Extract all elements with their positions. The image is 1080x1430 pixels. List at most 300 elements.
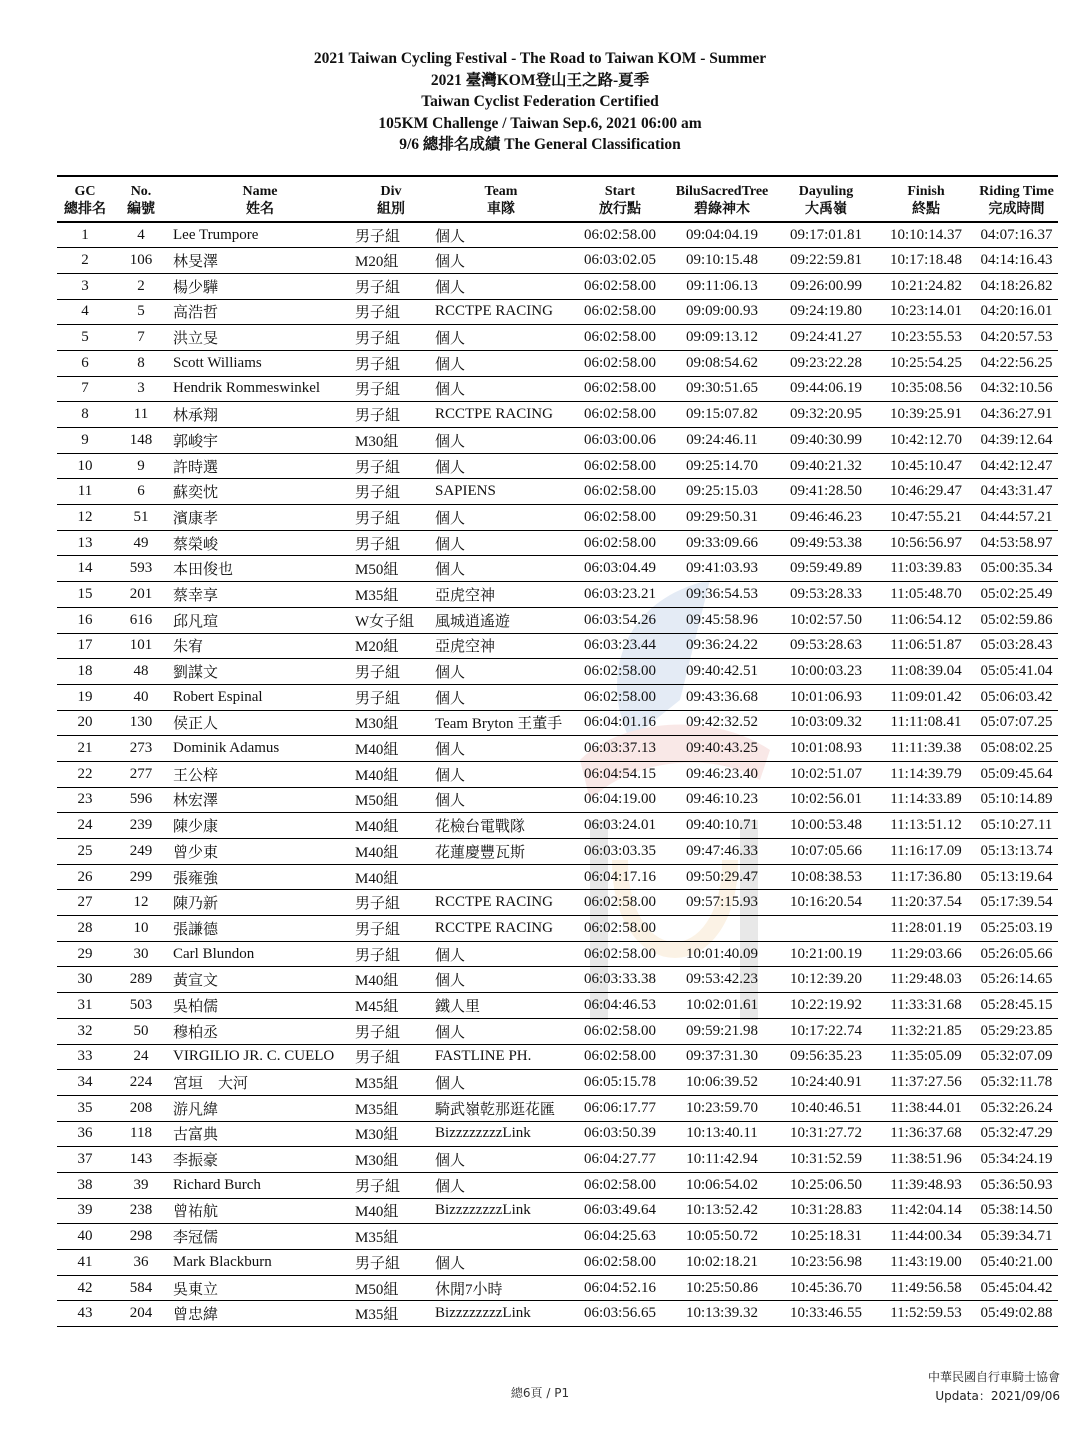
cell-riding-time: 04:43:31.47 xyxy=(975,479,1058,505)
cell-riding-time: 05:36:50.93 xyxy=(975,1172,1058,1198)
cell-team: 個人 xyxy=(431,428,571,454)
cell-start: 06:03:02.05 xyxy=(571,248,669,274)
cell-start: 06:02:58.00 xyxy=(571,350,669,376)
table-row xyxy=(57,736,1058,762)
cell-start: 06:02:58.00 xyxy=(571,325,669,351)
cell-no: 49 xyxy=(113,530,169,556)
cell-finish: 11:39:48.93 xyxy=(877,1172,975,1198)
cell-team: 休閒7小時 xyxy=(431,1275,571,1301)
cell-name: 洪立旻 xyxy=(169,325,351,351)
cell-bilu: 09:40:10.71 xyxy=(669,813,775,839)
cell-name: 陳乃新 xyxy=(169,890,351,916)
cell-team: 騎武嶺乾那逛花匯 xyxy=(431,1095,571,1121)
cell-bilu: 10:13:40.11 xyxy=(669,1121,775,1147)
cell-no: 584 xyxy=(113,1275,169,1301)
cell-dayuling: 09:17:01.81 xyxy=(775,222,877,248)
cell-div: M40組 xyxy=(351,761,431,787)
cell-no: 130 xyxy=(113,710,169,736)
cell-team: 個人 xyxy=(431,787,571,813)
cell-gc: 9 xyxy=(57,428,113,454)
cell-finish: 11:09:01.42 xyxy=(877,684,975,710)
title-line-4: 105KM Challenge / Taiwan Sep.6, 2021 06:00 am xyxy=(378,114,702,132)
cell-finish: 10:23:55.53 xyxy=(877,325,975,351)
cell-start: 06:02:58.00 xyxy=(571,273,669,299)
cell-div: M35組 xyxy=(351,582,431,608)
cell-start: 06:02:58.00 xyxy=(571,941,669,967)
cell-bilu: 10:13:39.32 xyxy=(669,1301,775,1327)
cell-finish: 10:47:55.21 xyxy=(877,505,975,531)
table-row xyxy=(57,890,1058,916)
cell-dayuling: 09:53:28.33 xyxy=(775,582,877,608)
cell-gc: 16 xyxy=(57,607,113,633)
cell-start: 06:03:50.39 xyxy=(571,1121,669,1147)
cell-name: 蔡幸享 xyxy=(169,582,351,608)
cell-dayuling: 10:00:03.23 xyxy=(775,659,877,685)
cell-no: 503 xyxy=(113,993,169,1019)
cell-gc: 40 xyxy=(57,1224,113,1250)
cell-gc: 43 xyxy=(57,1301,113,1327)
cell-finish: 11:38:44.01 xyxy=(877,1095,975,1121)
cell-no: 298 xyxy=(113,1224,169,1250)
cell-dayuling: 09:56:35.23 xyxy=(775,1044,877,1070)
cell-team: RCCTPE RACING xyxy=(431,890,571,916)
cell-bilu: 09:04:04.19 xyxy=(669,222,775,248)
cell-gc: 29 xyxy=(57,941,113,967)
cell-team: 個人 xyxy=(431,325,571,351)
cell-no: 40 xyxy=(113,684,169,710)
cell-div: 男子組 xyxy=(351,1018,431,1044)
cell-finish: 11:08:39.04 xyxy=(877,659,975,685)
table-row xyxy=(57,993,1058,1019)
cell-name: 吳東立 xyxy=(169,1275,351,1301)
cell-team: RCCTPE RACING xyxy=(431,299,571,325)
cell-riding-time: 05:26:05.66 xyxy=(975,941,1058,967)
cell-name: 曾祐航 xyxy=(169,1198,351,1224)
cell-div: 男子組 xyxy=(351,453,431,479)
cell-team: 個人 xyxy=(431,1147,571,1173)
cell-team: 個人 xyxy=(431,1070,571,1096)
cell-team: RCCTPE RACING xyxy=(431,402,571,428)
cell-name: 林宏澤 xyxy=(169,787,351,813)
cell-name: 許時選 xyxy=(169,453,351,479)
cell-dayuling: 10:40:46.51 xyxy=(775,1095,877,1121)
cell-start: 06:05:15.78 xyxy=(571,1070,669,1096)
title-line-3: Taiwan Cyclist Federation Certified xyxy=(421,93,659,111)
cell-dayuling: 10:01:08.93 xyxy=(775,736,877,762)
cell-no: 224 xyxy=(113,1070,169,1096)
table-row xyxy=(57,684,1058,710)
cell-name: 黃宣文 xyxy=(169,967,351,993)
cell-dayuling: 10:01:06.93 xyxy=(775,684,877,710)
cell-gc: 22 xyxy=(57,761,113,787)
cell-gc: 6 xyxy=(57,350,113,376)
cell-riding-time: 05:49:02.88 xyxy=(975,1301,1058,1327)
cell-dayuling: 09:44:06.19 xyxy=(775,376,877,402)
cell-start: 06:03:03.35 xyxy=(571,839,669,865)
cell-dayuling: 10:25:06.50 xyxy=(775,1172,877,1198)
cell-start: 06:02:58.00 xyxy=(571,916,669,942)
cell-dayuling: 10:03:09.32 xyxy=(775,710,877,736)
table-row xyxy=(57,248,1058,274)
cell-gc: 11 xyxy=(57,479,113,505)
cell-start: 06:03:56.65 xyxy=(571,1301,669,1327)
cell-div: M40組 xyxy=(351,813,431,839)
cell-team: 花蓮慶豐瓦斯 xyxy=(431,839,571,865)
cell-div: 男子組 xyxy=(351,479,431,505)
table-row xyxy=(57,505,1058,531)
cell-team xyxy=(431,864,571,890)
cell-gc: 4 xyxy=(57,299,113,325)
table-row xyxy=(57,1301,1058,1327)
cell-gc: 26 xyxy=(57,864,113,890)
table-row xyxy=(57,607,1058,633)
cell-bilu: 09:40:42.51 xyxy=(669,659,775,685)
cell-name: 侯正人 xyxy=(169,710,351,736)
cell-dayuling: 10:02:57.50 xyxy=(775,607,877,633)
cell-finish: 11:13:51.12 xyxy=(877,813,975,839)
cell-start: 06:03:54.26 xyxy=(571,607,669,633)
cell-team: 個人 xyxy=(431,222,571,248)
cell-bilu: 10:13:52.42 xyxy=(669,1198,775,1224)
cell-gc: 30 xyxy=(57,967,113,993)
cell-div: 男子組 xyxy=(351,890,431,916)
cell-bilu: 09:53:42.23 xyxy=(669,967,775,993)
cell-finish: 11:14:33.89 xyxy=(877,787,975,813)
update-date: Updata：2021/09/06 xyxy=(935,1389,1060,1403)
cell-finish: 11:33:31.68 xyxy=(877,993,975,1019)
organization-name: 中華民國自行車騎士協會 xyxy=(927,1370,1060,1384)
cell-team: Team Bryton 王董手 xyxy=(431,710,571,736)
cell-team: 風城逍遙遊 xyxy=(431,607,571,633)
table-row xyxy=(57,325,1058,351)
table-row xyxy=(57,1198,1058,1224)
cell-div: M50組 xyxy=(351,1275,431,1301)
cell-team: 個人 xyxy=(431,659,571,685)
cell-gc: 28 xyxy=(57,916,113,942)
cell-dayuling: 09:40:30.99 xyxy=(775,428,877,454)
cell-bilu: 09:46:23.40 xyxy=(669,761,775,787)
cell-bilu: 09:40:43.25 xyxy=(669,736,775,762)
cell-riding-time: 05:08:02.25 xyxy=(975,736,1058,762)
cell-div: 男子組 xyxy=(351,350,431,376)
cell-dayuling: 10:23:56.98 xyxy=(775,1250,877,1276)
cell-finish: 11:05:48.70 xyxy=(877,582,975,608)
cell-riding-time: 04:32:10.56 xyxy=(975,376,1058,402)
table-row xyxy=(57,1172,1058,1198)
cell-div: M40組 xyxy=(351,839,431,865)
cell-team: 個人 xyxy=(431,273,571,299)
cell-gc: 31 xyxy=(57,993,113,1019)
cell-finish: 11:35:05.09 xyxy=(877,1044,975,1070)
cell-name: 吳柏儒 xyxy=(169,993,351,1019)
table-row xyxy=(57,1147,1058,1173)
cell-bilu xyxy=(669,916,775,942)
cell-div: M40組 xyxy=(351,967,431,993)
cell-dayuling: 09:26:00.99 xyxy=(775,273,877,299)
cell-finish: 10:25:54.25 xyxy=(877,350,975,376)
cell-start: 06:03:04.49 xyxy=(571,556,669,582)
cell-riding-time: 05:25:03.19 xyxy=(975,916,1058,942)
cell-dayuling: 09:49:53.38 xyxy=(775,530,877,556)
cell-team: 個人 xyxy=(431,941,571,967)
cell-team: BizzzzzzzzLink xyxy=(431,1301,571,1327)
cell-dayuling: 09:40:21.32 xyxy=(775,453,877,479)
title-line-5: 9/6 總排名成績 The General Classification xyxy=(399,136,681,154)
cell-team: 個人 xyxy=(431,967,571,993)
cell-gc: 37 xyxy=(57,1147,113,1173)
cell-team: FASTLINE PH. xyxy=(431,1044,571,1070)
cell-dayuling: 10:00:53.48 xyxy=(775,813,877,839)
cell-bilu: 10:05:50.72 xyxy=(669,1224,775,1250)
table-row xyxy=(57,839,1058,865)
cell-no: 24 xyxy=(113,1044,169,1070)
cell-no: 12 xyxy=(113,890,169,916)
cell-finish: 11:43:19.00 xyxy=(877,1250,975,1276)
cell-no: 204 xyxy=(113,1301,169,1327)
table-row xyxy=(57,916,1058,942)
table-row xyxy=(57,530,1058,556)
cell-gc: 2 xyxy=(57,248,113,274)
table-row xyxy=(57,299,1058,325)
table-row xyxy=(57,659,1058,685)
cell-no: 106 xyxy=(113,248,169,274)
cell-gc: 33 xyxy=(57,1044,113,1070)
cell-name: 李振豪 xyxy=(169,1147,351,1173)
cell-finish: 11:38:51.96 xyxy=(877,1147,975,1173)
cell-start: 06:02:58.00 xyxy=(571,376,669,402)
cell-finish: 10:46:29.47 xyxy=(877,479,975,505)
cell-no: 50 xyxy=(113,1018,169,1044)
cell-no: 51 xyxy=(113,505,169,531)
cell-dayuling: 10:31:27.72 xyxy=(775,1121,877,1147)
cell-bilu: 10:11:42.94 xyxy=(669,1147,775,1173)
cell-riding-time: 05:00:35.34 xyxy=(975,556,1058,582)
cell-name: 張謙德 xyxy=(169,916,351,942)
cell-name: Robert Espinal xyxy=(169,684,351,710)
cell-no: 593 xyxy=(113,556,169,582)
cell-dayuling: 09:46:46.23 xyxy=(775,505,877,531)
cell-riding-time: 05:13:19.64 xyxy=(975,864,1058,890)
cell-div: 男子組 xyxy=(351,325,431,351)
cell-dayuling: 10:24:40.91 xyxy=(775,1070,877,1096)
col-gc: GC 總排名 xyxy=(57,176,113,222)
cell-no: 143 xyxy=(113,1147,169,1173)
cell-div: 男子組 xyxy=(351,402,431,428)
cell-no: 238 xyxy=(113,1198,169,1224)
cell-riding-time: 05:32:26.24 xyxy=(975,1095,1058,1121)
cell-dayuling: 09:24:41.27 xyxy=(775,325,877,351)
cell-bilu: 09:09:13.12 xyxy=(669,325,775,351)
cell-riding-time: 05:32:07.09 xyxy=(975,1044,1058,1070)
cell-team: 個人 xyxy=(431,248,571,274)
cell-name: Scott Williams xyxy=(169,350,351,376)
cell-div: M30組 xyxy=(351,1121,431,1147)
cell-bilu: 09:10:15.48 xyxy=(669,248,775,274)
cell-no: 48 xyxy=(113,659,169,685)
cell-finish: 11:11:08.41 xyxy=(877,710,975,736)
cell-dayuling: 10:08:38.53 xyxy=(775,864,877,890)
cell-riding-time: 04:18:26.82 xyxy=(975,273,1058,299)
cell-gc: 13 xyxy=(57,530,113,556)
cell-gc: 23 xyxy=(57,787,113,813)
cell-finish: 11:44:00.34 xyxy=(877,1224,975,1250)
cell-riding-time: 05:02:59.86 xyxy=(975,607,1058,633)
cell-name: Carl Blundon xyxy=(169,941,351,967)
cell-div: 男子組 xyxy=(351,916,431,942)
cell-start: 06:03:49.64 xyxy=(571,1198,669,1224)
cell-riding-time: 05:40:21.00 xyxy=(975,1250,1058,1276)
cell-name: Mark Blackburn xyxy=(169,1250,351,1276)
cell-team: 個人 xyxy=(431,684,571,710)
cell-no: 101 xyxy=(113,633,169,659)
cell-riding-time: 05:38:14.50 xyxy=(975,1198,1058,1224)
cell-team: 個人 xyxy=(431,1018,571,1044)
cell-bilu: 10:01:40.09 xyxy=(669,941,775,967)
cell-start: 06:03:23.21 xyxy=(571,582,669,608)
cell-riding-time: 04:39:12.64 xyxy=(975,428,1058,454)
cell-bilu: 09:50:29.47 xyxy=(669,864,775,890)
cell-gc: 27 xyxy=(57,890,113,916)
cell-name: 張雍強 xyxy=(169,864,351,890)
cell-start: 06:04:46.53 xyxy=(571,993,669,1019)
cell-riding-time: 05:06:03.42 xyxy=(975,684,1058,710)
cell-no: 36 xyxy=(113,1250,169,1276)
cell-finish: 11:37:27.56 xyxy=(877,1070,975,1096)
cell-no: 148 xyxy=(113,428,169,454)
cell-gc: 17 xyxy=(57,633,113,659)
table-row xyxy=(57,813,1058,839)
cell-name: Richard Burch xyxy=(169,1172,351,1198)
cell-team: 個人 xyxy=(431,761,571,787)
table-row xyxy=(57,1070,1058,1096)
cell-div: 男子組 xyxy=(351,222,431,248)
cell-bilu: 09:30:51.65 xyxy=(669,376,775,402)
cell-riding-time: 05:32:11.78 xyxy=(975,1070,1058,1096)
cell-dayuling: 09:41:28.50 xyxy=(775,479,877,505)
cell-team: 個人 xyxy=(431,350,571,376)
cell-no: 277 xyxy=(113,761,169,787)
cell-riding-time: 05:09:45.64 xyxy=(975,761,1058,787)
cell-riding-time: 05:17:39.54 xyxy=(975,890,1058,916)
cell-team: 亞虎空神 xyxy=(431,633,571,659)
cell-gc: 42 xyxy=(57,1275,113,1301)
cell-start: 06:02:58.00 xyxy=(571,1172,669,1198)
cell-no: 10 xyxy=(113,916,169,942)
cell-bilu: 09:29:50.31 xyxy=(669,505,775,531)
cell-div: 男子組 xyxy=(351,1172,431,1198)
cell-name: 王公梓 xyxy=(169,761,351,787)
cell-start: 06:04:01.16 xyxy=(571,710,669,736)
table-row xyxy=(57,941,1058,967)
cell-name: 楊少驊 xyxy=(169,273,351,299)
cell-start: 06:04:25.63 xyxy=(571,1224,669,1250)
cell-bilu: 10:02:01.61 xyxy=(669,993,775,1019)
cell-gc: 12 xyxy=(57,505,113,531)
table-row xyxy=(57,479,1058,505)
cell-start: 06:06:17.77 xyxy=(571,1095,669,1121)
cell-div: 男子組 xyxy=(351,659,431,685)
cell-finish: 10:35:08.56 xyxy=(877,376,975,402)
cell-gc: 36 xyxy=(57,1121,113,1147)
cell-finish: 11:06:54.12 xyxy=(877,607,975,633)
table-row xyxy=(57,428,1058,454)
cell-dayuling: 10:22:19.92 xyxy=(775,993,877,1019)
table-row xyxy=(57,273,1058,299)
cell-gc: 5 xyxy=(57,325,113,351)
cell-start: 06:02:58.00 xyxy=(571,505,669,531)
cell-name: Dominik Adamus xyxy=(169,736,351,762)
cell-bilu: 09:33:09.66 xyxy=(669,530,775,556)
table-row xyxy=(57,1018,1058,1044)
table-row xyxy=(57,222,1058,248)
page-number: 總6頁 / P1 xyxy=(510,1386,570,1400)
cell-div: 男子組 xyxy=(351,299,431,325)
cell-gc: 15 xyxy=(57,582,113,608)
cell-gc: 21 xyxy=(57,736,113,762)
cell-div: 男子組 xyxy=(351,1250,431,1276)
table-row xyxy=(57,761,1058,787)
cell-gc: 19 xyxy=(57,684,113,710)
cell-no: 8 xyxy=(113,350,169,376)
cell-div: W女子組 xyxy=(351,607,431,633)
cell-bilu: 09:46:10.23 xyxy=(669,787,775,813)
cell-riding-time: 04:20:16.01 xyxy=(975,299,1058,325)
table-row xyxy=(57,710,1058,736)
cell-team xyxy=(431,1224,571,1250)
cell-name: 林承翔 xyxy=(169,402,351,428)
cell-bilu: 10:06:39.52 xyxy=(669,1070,775,1096)
cell-team: 個人 xyxy=(431,1250,571,1276)
cell-name: 劉謀文 xyxy=(169,659,351,685)
cell-no: 6 xyxy=(113,479,169,505)
cell-name: VIRGILIO JR. C. CUELO xyxy=(169,1044,351,1070)
cell-dayuling xyxy=(775,916,877,942)
cell-start: 06:02:58.00 xyxy=(571,530,669,556)
cell-riding-time: 04:53:58.97 xyxy=(975,530,1058,556)
cell-no: 118 xyxy=(113,1121,169,1147)
cell-bilu: 09:42:32.52 xyxy=(669,710,775,736)
cell-bilu: 09:24:46.11 xyxy=(669,428,775,454)
cell-team: 花檢台電戰隊 xyxy=(431,813,571,839)
cell-team: 個人 xyxy=(431,1172,571,1198)
cell-team: RCCTPE RACING xyxy=(431,916,571,942)
cell-start: 06:02:58.00 xyxy=(571,659,669,685)
cell-no: 4 xyxy=(113,222,169,248)
table-row xyxy=(57,864,1058,890)
cell-team: 鐵人里 xyxy=(431,993,571,1019)
cell-riding-time: 05:28:45.15 xyxy=(975,993,1058,1019)
table-row xyxy=(57,556,1058,582)
cell-riding-time: 05:03:28.43 xyxy=(975,633,1058,659)
table-row xyxy=(57,967,1058,993)
cell-finish: 11:52:59.53 xyxy=(877,1301,975,1327)
cell-riding-time: 05:39:34.71 xyxy=(975,1224,1058,1250)
cell-finish: 10:42:12.70 xyxy=(877,428,975,454)
cell-div: 男子組 xyxy=(351,1044,431,1070)
cell-div: M40組 xyxy=(351,864,431,890)
cell-gc: 10 xyxy=(57,453,113,479)
cell-bilu: 09:57:15.93 xyxy=(669,890,775,916)
cell-team: SAPIENS xyxy=(431,479,571,505)
cell-start: 06:02:58.00 xyxy=(571,222,669,248)
cell-name: 蘇奕忱 xyxy=(169,479,351,505)
cell-bilu: 09:45:58.96 xyxy=(669,607,775,633)
cell-no: 9 xyxy=(113,453,169,479)
cell-start: 06:02:58.00 xyxy=(571,890,669,916)
cell-no: 273 xyxy=(113,736,169,762)
cell-div: M45組 xyxy=(351,993,431,1019)
cell-dayuling: 10:45:36.70 xyxy=(775,1275,877,1301)
